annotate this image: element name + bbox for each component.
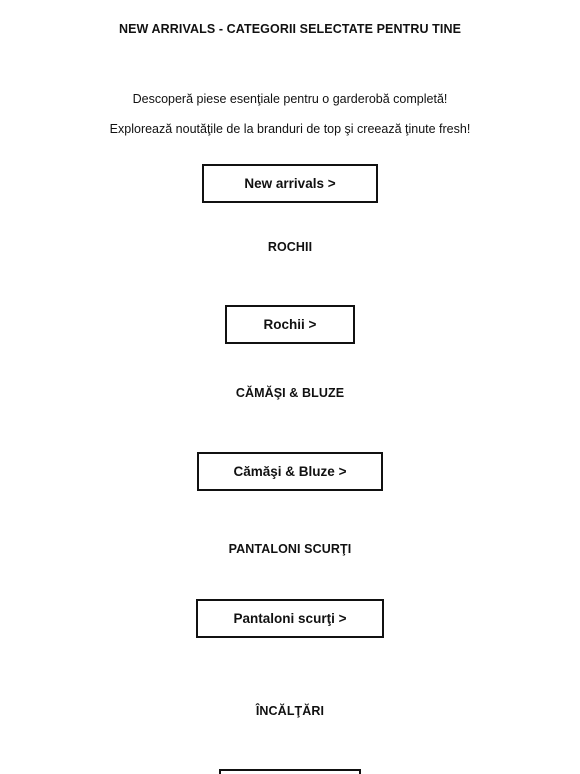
section-title-rochii: ROCHII xyxy=(267,240,313,254)
section-title-incaltari: ÎNCĂLŢĂRI xyxy=(255,704,325,718)
section-title-camasi-bluze: CĂMĂŞI & BLUZE xyxy=(235,386,345,400)
rochii-button[interactable]: Rochii > xyxy=(225,305,355,344)
intro-line-1: Descoperă piese esenţiale pentru o garderobă completă! xyxy=(132,92,448,106)
new-arrivals-button[interactable]: New arrivals > xyxy=(202,164,378,203)
section-title-pantaloni-scurti: PANTALONI SCURŢI xyxy=(228,542,352,556)
incaltari-button[interactable] xyxy=(219,769,361,774)
pantaloni-scurti-button[interactable]: Pantaloni scurţi > xyxy=(196,599,384,638)
intro-line-2: Explorează noutăţile de la branduri de top şi creează ţinute fresh! xyxy=(109,122,471,136)
camasi-bluze-button[interactable]: Cămăşi & Bluze > xyxy=(197,452,383,491)
page-title: NEW ARRIVALS - CATEGORII SELECTATE PENTRU TINE xyxy=(118,22,462,36)
